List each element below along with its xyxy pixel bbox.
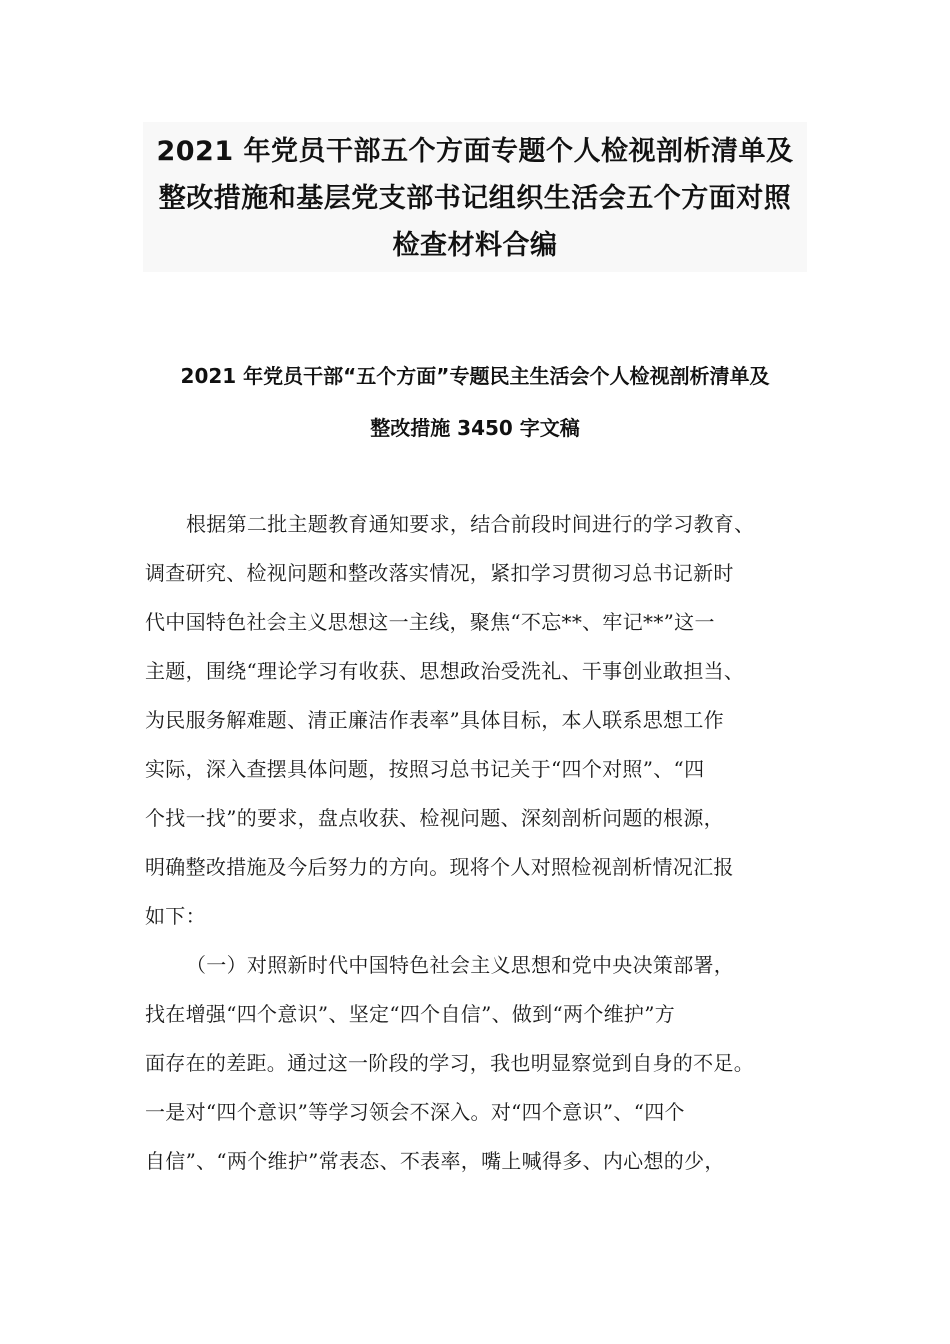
- paragraph-line: 个找一找”的要求，盘点收获、检视问题、深刻剖析问题的根源，: [145, 806, 724, 830]
- paragraph-line: 明确整改措施及今后努力的方向。现将个人对照检视剖析情况汇报: [145, 855, 734, 879]
- sub-title: [100, 350, 850, 454]
- paragraph-line: 主题，围绕“理论学习有收获、思想政治受洗礼、干事创业敢担当、: [145, 659, 745, 683]
- paragraph-intro: [145, 500, 815, 941]
- paragraph-line: 代中国特色社会主义思想这一主线，聚焦“不忘**、牢记**”这一: [145, 610, 715, 634]
- main-title-line: 整改措施和基层党支部书记组织生活会五个方面对照: [158, 183, 792, 214]
- paragraph-line: 实际，深入查摆具体问题，按照习总书记关于“四个对照”、“四: [145, 757, 705, 781]
- sub-title-line: 整改措施 3450 字文稿: [370, 416, 580, 440]
- sub-title-line: 2021 年党员干部“五个方面”专题民主生活会个人检视剖析清单及: [180, 364, 770, 388]
- main-title-box: [143, 122, 807, 272]
- main-title-line: 检查材料合编: [392, 230, 558, 261]
- paragraph-line: 调查研究、检视问题和整改落实情况，紧扣学习贯彻习总书记新时: [145, 561, 734, 585]
- body-text: [145, 500, 815, 1186]
- main-title-line: 2021 年党员干部五个方面专题个人检视剖析清单及: [156, 136, 794, 167]
- paragraph-line: 一是对“四个意识”等学习领会不深入。对“四个意识”、“四个: [145, 1100, 685, 1124]
- paragraph-section-one: [145, 941, 815, 1186]
- paragraph-line: 如下：: [145, 904, 206, 928]
- paragraph-line: （一）对照新时代中国特色社会主义思想和党中央决策部署，: [186, 953, 735, 977]
- paragraph-line: 面存在的差距。通过这一阶段的学习，我也明显察觉到自身的不足。: [145, 1051, 754, 1075]
- paragraph-line: 为民服务解难题、清正廉洁作表率”具体目标，本人联系思想工作: [145, 708, 724, 732]
- main-title: [143, 122, 807, 269]
- paragraph-line: 根据第二批主题教育通知要求，结合前段时间进行的学习教育、: [186, 512, 755, 536]
- paragraph-line: 找在增强“四个意识”、坚定“四个自信”、做到“两个维护”方: [145, 1002, 676, 1026]
- paragraph-line: 自信”、“两个维护”常表态、不表率，嘴上喊得多、内心想的少，: [145, 1149, 725, 1173]
